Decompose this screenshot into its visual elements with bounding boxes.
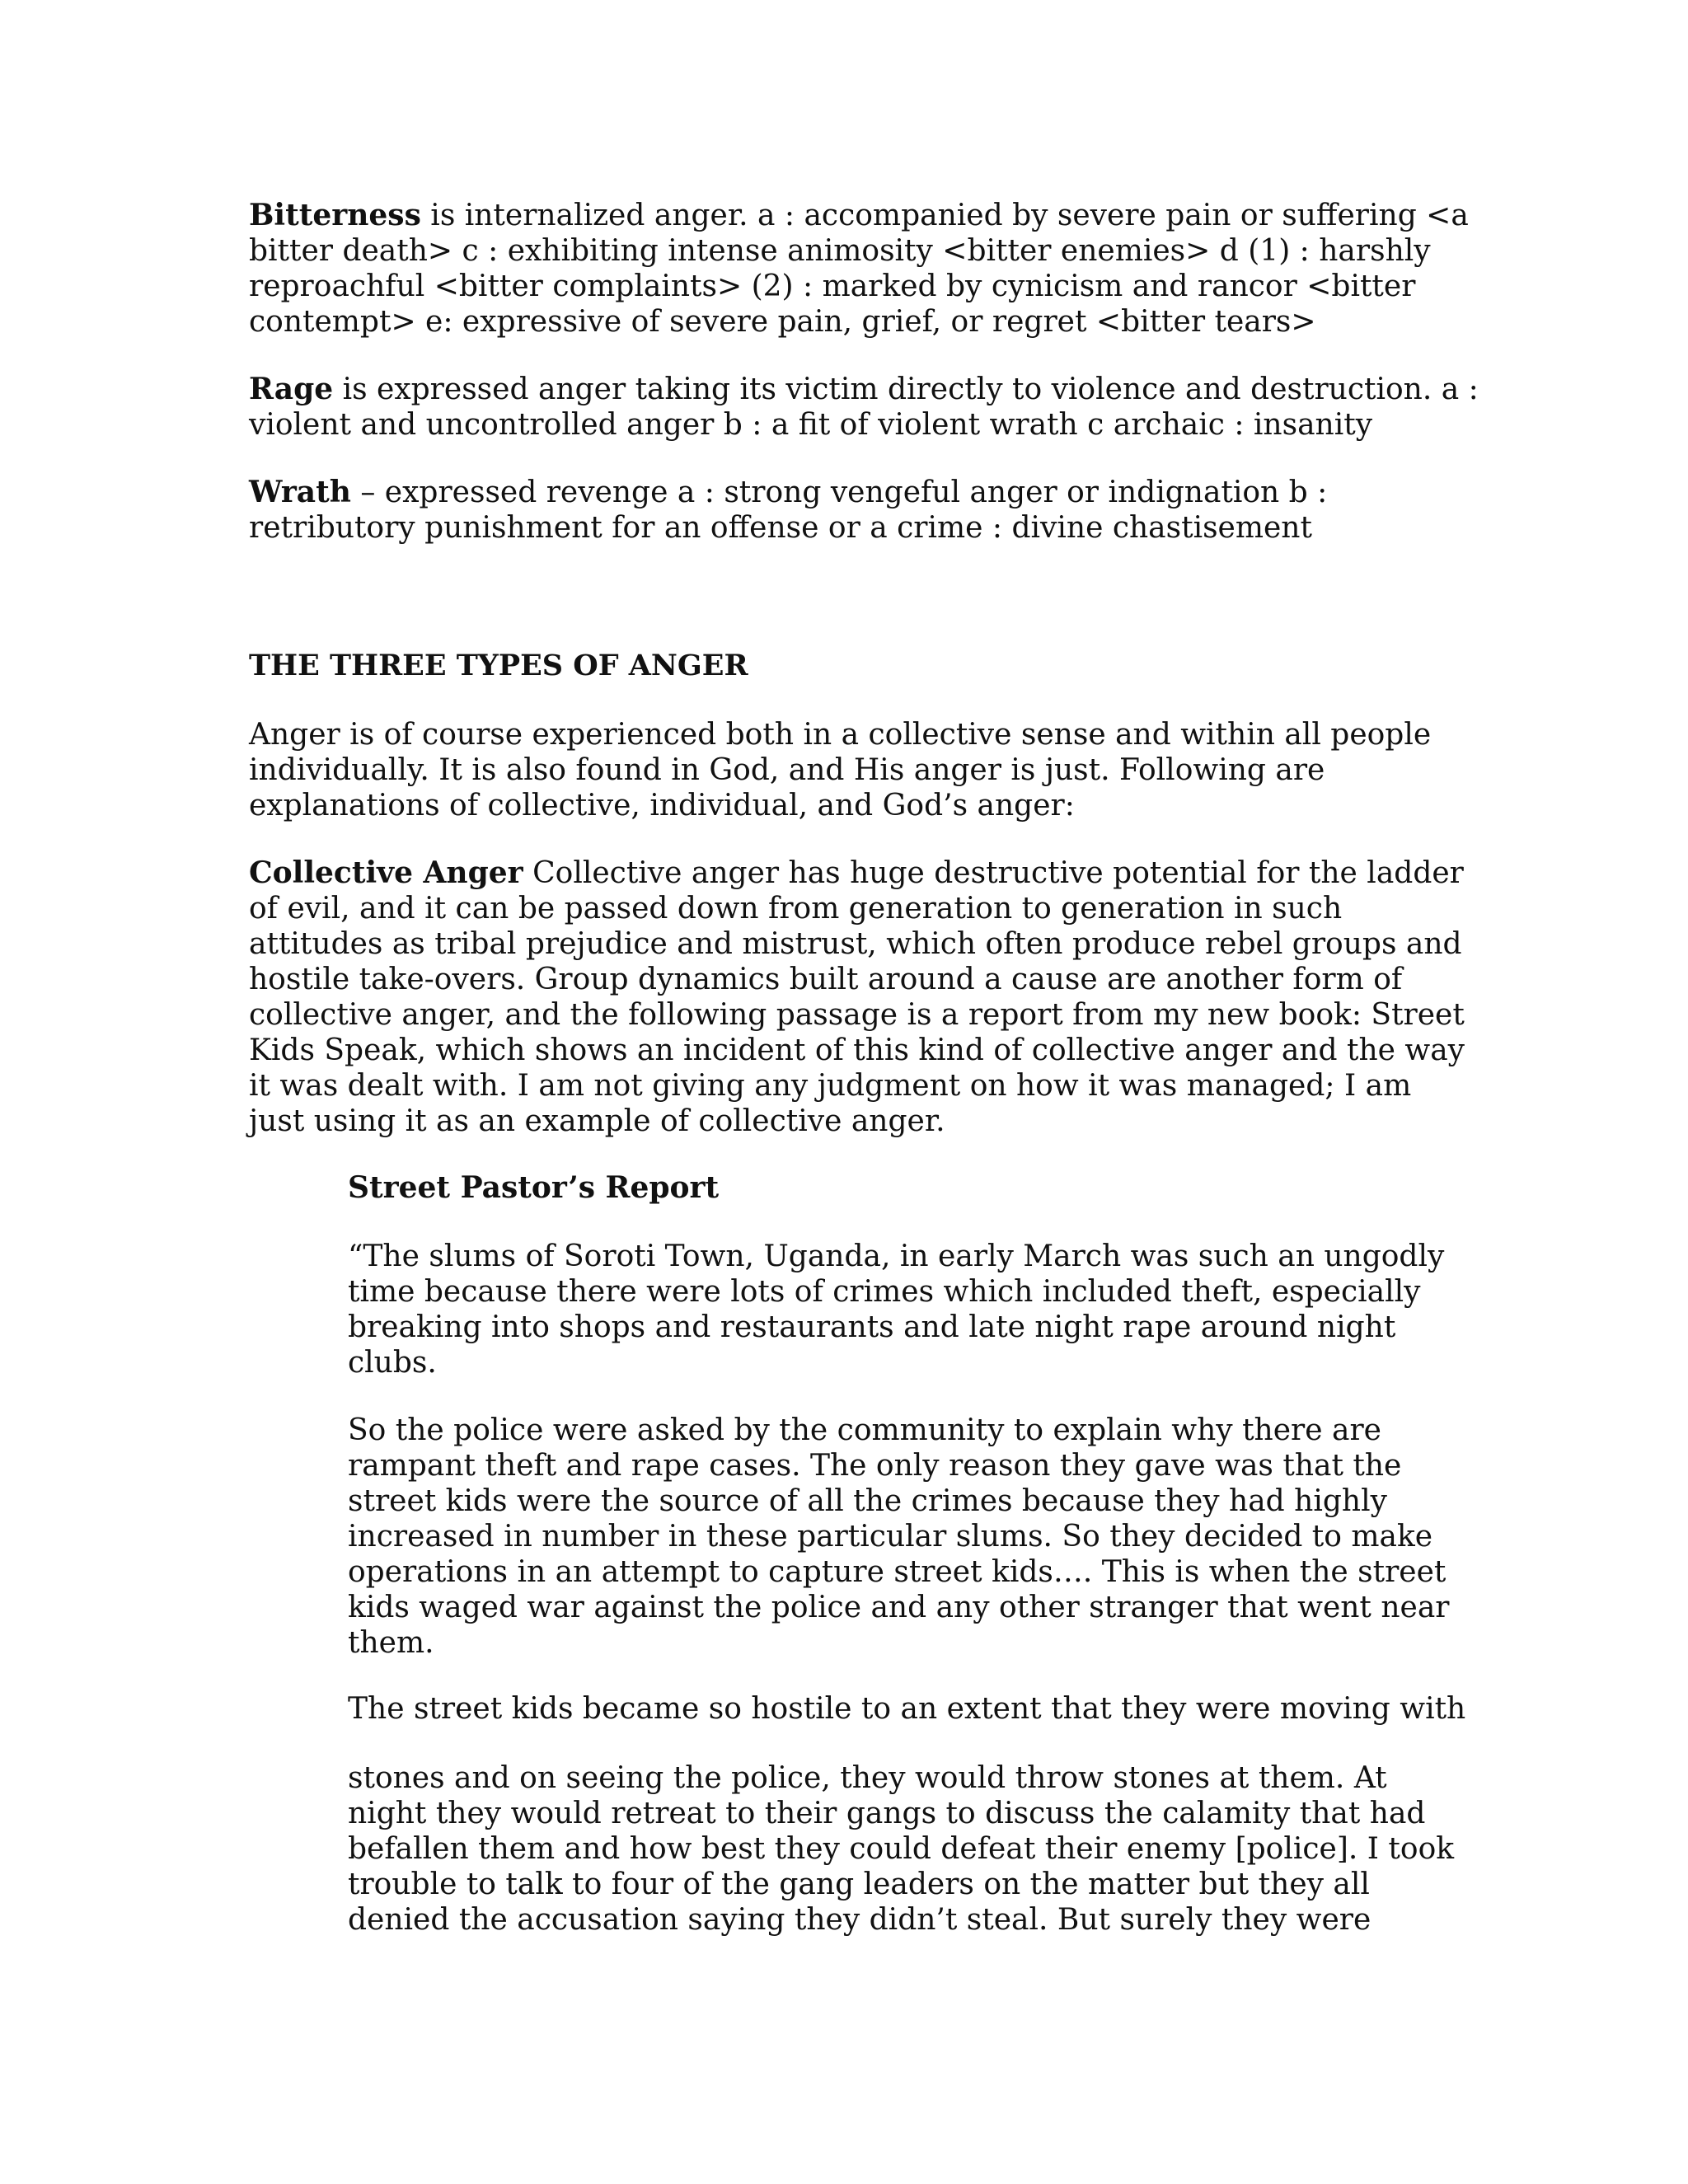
collective-line-3: attitudes as tribal prejudice and mistrust, which often produce rebel groups and bbox=[249, 927, 1462, 961]
wrath-line-1: – expressed revenge a : strong vengeful anger or indignation b : bbox=[350, 476, 1328, 509]
report-paragraph-3 bbox=[348, 1691, 1466, 1727]
rage-line-2: violent and uncontrolled anger b : a fit of violent wrath c archaic : insanity bbox=[249, 408, 1373, 442]
bitterness-line-3: reproachful <bitter complaints> (2) : marked by cynicism and rancor <bitter bbox=[249, 269, 1416, 303]
report-p1-line-3: breaking into shops and restaurants and late night rape around night bbox=[348, 1310, 1396, 1344]
report-p2-line-3: street kids were the source of all the crimes because they had highly bbox=[348, 1484, 1387, 1518]
section-heading: THE THREE TYPES OF ANGER bbox=[249, 649, 748, 682]
report-heading: Street Pastor’s Report bbox=[348, 1170, 720, 1205]
bitterness-definition bbox=[249, 198, 1469, 340]
report-p4-line-3: befallen them and how best they could defeat their enemy [police]. I took bbox=[348, 1832, 1455, 1866]
report-p2-line-5: operations in an attempt to capture street kids…. This is when the street bbox=[348, 1555, 1447, 1589]
report-p4-line-1: stones and on seeing the police, they would throw stones at them. At bbox=[348, 1761, 1387, 1795]
report-p2-line-6: kids waged war against the police and any other stranger that went near bbox=[348, 1591, 1450, 1624]
bitterness-line-1: is internalized anger. a : accompanied by severe pain or suffering <a bbox=[420, 199, 1469, 232]
report-p2-line-2: rampant theft and rape cases. The only reason they gave was that the bbox=[348, 1449, 1402, 1483]
intro-paragraph bbox=[249, 717, 1452, 823]
report-paragraph-2 bbox=[348, 1413, 1452, 1661]
collective-line-5: collective anger, and the following passage is a report from my new book: Street bbox=[249, 998, 1465, 1032]
collective-anger-paragraph bbox=[249, 855, 1465, 1139]
collective-line-7: it was dealt with. I am not giving any judgment on how it was managed; I am bbox=[249, 1069, 1412, 1103]
bitterness-term: Bitterness bbox=[249, 198, 421, 232]
collective-line-6: Kids Speak, which shows an incident of this kind of collective anger and the way bbox=[249, 1033, 1465, 1067]
rage-line-1: is expressed anger taking its victim directly to violence and destruction. a : bbox=[333, 373, 1479, 406]
report-p4-line-5: denied the accusation saying they didn’t steal. But surely they were bbox=[348, 1903, 1372, 1937]
report-p2-line-1: So the police were asked by the community to explain why there are bbox=[348, 1413, 1381, 1447]
collective-line-2: of evil, and it can be passed down from generation to generation in such bbox=[249, 892, 1343, 926]
wrath-term: Wrath bbox=[249, 475, 351, 509]
report-p4-line-2: night they would retreat to their gangs to discuss the calamity that had bbox=[348, 1797, 1426, 1830]
report-p1-line-2: time because there were lots of crimes which included theft, especially bbox=[348, 1275, 1421, 1309]
bitterness-line-2: bitter death> c : exhibiting intense animosity <bitter enemies> d (1) : harshly bbox=[249, 234, 1431, 268]
wrath-line-2: retributory punishment for an offense or a crime : divine chastisement bbox=[249, 511, 1312, 545]
intro-line-1: Anger is of course experienced both in a collective sense and within all people bbox=[249, 718, 1432, 752]
report-paragraph-1 bbox=[348, 1239, 1452, 1380]
report-paragraph-4 bbox=[348, 1760, 1455, 1938]
bitterness-line-4: contempt> e: expressive of severe pain, grief, or regret <bitter tears> bbox=[249, 305, 1316, 339]
rage-term: Rage bbox=[249, 372, 334, 406]
report-p2-line-4: increased in number in these particular slums. So they decided to make bbox=[348, 1520, 1433, 1554]
report-p2-line-7: them. bbox=[348, 1626, 434, 1660]
report-p3-line-1: The street kids became so hostile to an extent that they were moving with bbox=[348, 1692, 1466, 1726]
intro-line-3: explanations of collective, individual, and God’s anger: bbox=[249, 789, 1075, 823]
intro-line-2: individually. It is also found in God, and His anger is just. Following are bbox=[249, 753, 1325, 787]
rage-definition bbox=[249, 372, 1479, 443]
collective-line-1: Collective anger has huge destructive potential for the ladder bbox=[523, 856, 1464, 890]
report-p1-line-4: clubs. bbox=[348, 1346, 437, 1380]
collective-anger-term: Collective Anger bbox=[249, 855, 523, 890]
collective-line-8: just using it as an example of collective anger. bbox=[249, 1104, 945, 1138]
wrath-definition bbox=[249, 475, 1452, 546]
report-p4-line-4: trouble to talk to four of the gang leaders on the matter but they all bbox=[348, 1868, 1370, 1901]
collective-line-4: hostile take-overs. Group dynamics built around a cause are another form of bbox=[249, 963, 1403, 996]
report-p1-line-1: “The slums of Soroti Town, Uganda, in early March was such an ungodly bbox=[348, 1240, 1445, 1273]
